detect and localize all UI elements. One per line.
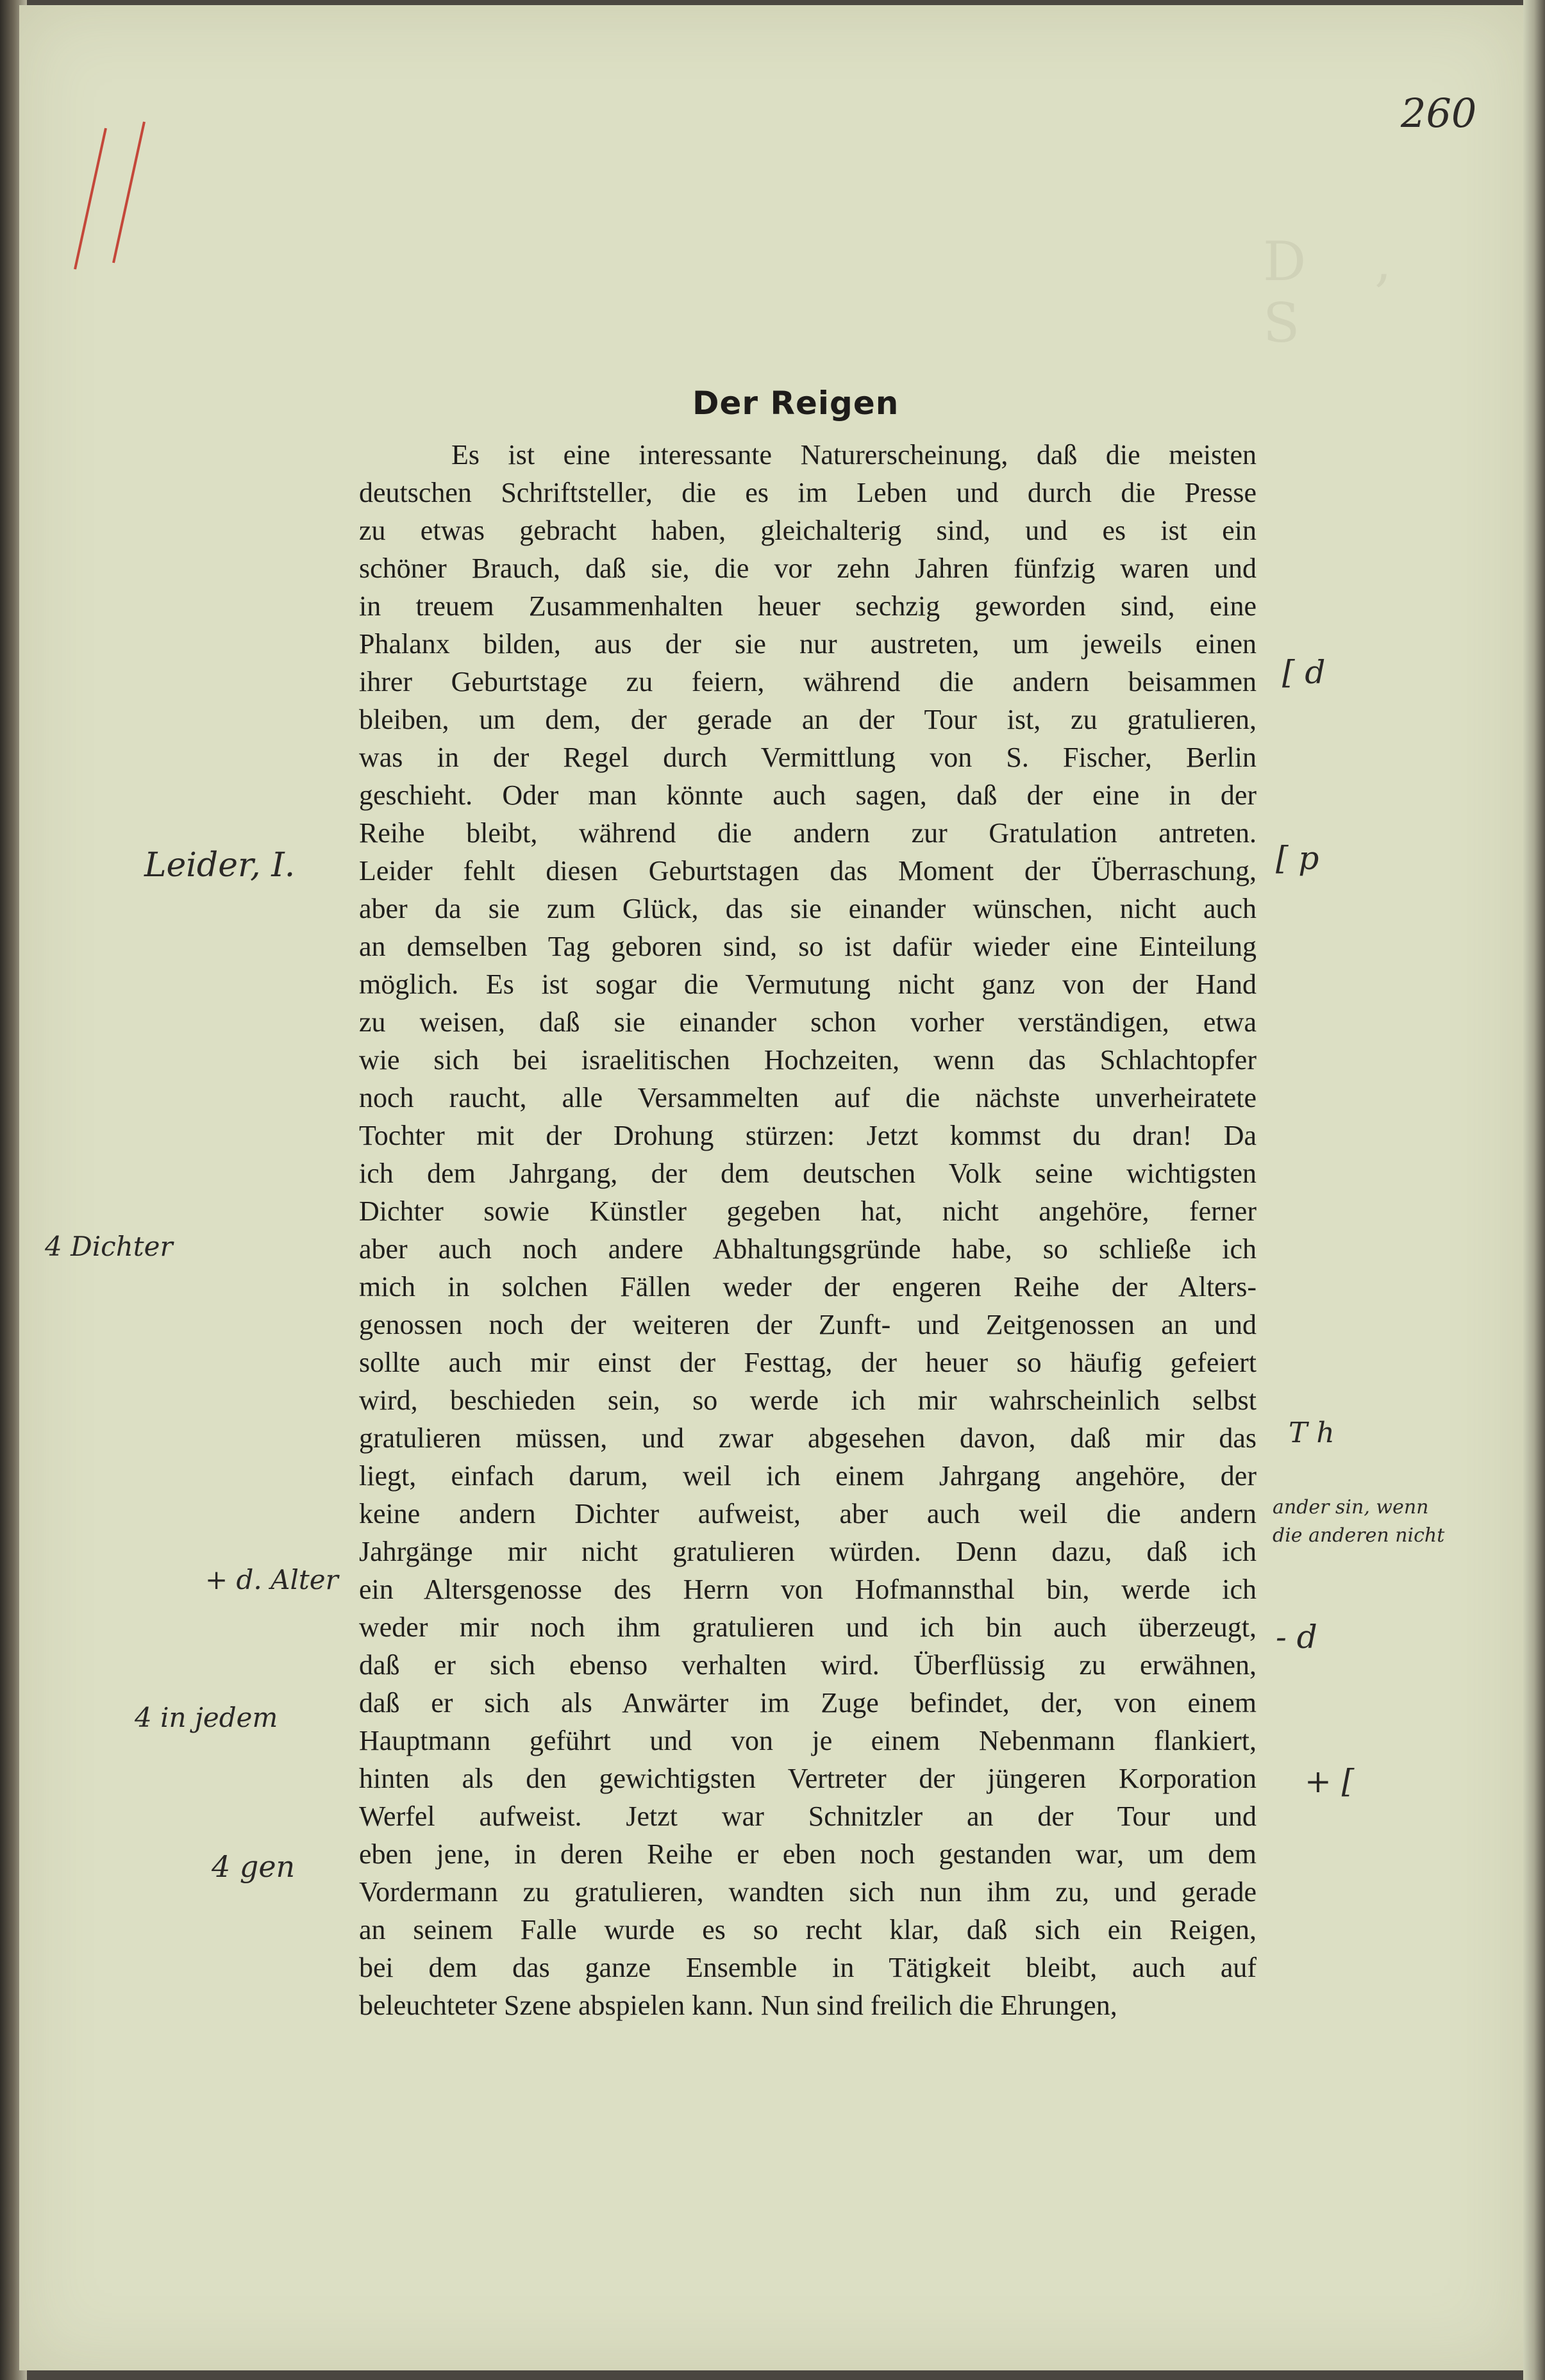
text-line: bei dem das ganze Ensemble in Tätigkeit bleibt, auch auf [359,1952,1257,1983]
margin-note: [ p [1276,840,1319,877]
text-line: ein Altersgenosse des Herrn von Hofmannsthal bin, werde ich [359,1574,1257,1605]
text-line: in treuem Zusammenhalten heuer sechzig geworden sind, eine [359,590,1257,622]
margin-note: + d. Alter [205,1564,338,1595]
text-line: mich in solchen Fällen weder der engeren Reihe der Alters- [359,1271,1257,1302]
text-line: Es ist eine interessante Naturerscheinung, daß die meisten [451,439,1257,470]
text-line: zu weisen, daß sie einander schon vorher verständigen, etwa [359,1006,1257,1038]
article-body [359,436,1257,2024]
text-line: aber auch noch andere Abhaltungsgründe habe, so schließe ich [359,1233,1257,1265]
margin-note: - d [1276,1619,1317,1656]
page-number: 260 [1401,90,1477,137]
text-line: geschieht. Oder man könnte auch sagen, daß der eine in der [359,779,1257,811]
text-line: genossen noch der weiteren der Zunft- und Zeitgenossen an und [359,1309,1257,1340]
article-title: Der Reigen [692,385,899,422]
text-line: wie sich bei israelitischen Hochzeiten, wenn das Schlachtopfer [359,1044,1257,1076]
text-line: ihrer Geburtstage zu feiern, während die andern beisammen [359,666,1257,697]
margin-note: [ d [1282,654,1326,691]
text-line: was in der Regel durch Vermittlung von S. Fischer, Berlin [359,742,1257,773]
text-line: Jahrgänge mir nicht gratulieren würden. Denn dazu, daß ich [359,1536,1257,1567]
text-line: noch raucht, alle Versammelten auf die nächste unverheiratete [359,1082,1257,1113]
text-line: gratulieren müssen, und zwar abgesehen davon, daß mir das [359,1422,1257,1454]
text-line: an demselben Tag geboren sind, so ist dafür wieder eine Einteilung [359,931,1257,962]
text-line: Leider fehlt diesen Geburtstagen das Moment der Überraschung, [359,855,1257,886]
text-line: daß er sich als Anwärter im Zuge befindet, der, von einem [359,1687,1257,1718]
page-edge [1523,0,1545,2380]
text-line: möglich. Es ist sogar die Vermutung nicht ganz von der Hand [359,969,1257,1000]
text-line: hinten als den gewichtigsten Vertreter der jüngeren Korporation [359,1763,1257,1794]
text-line: aber da sie zum Glück, das sie einander wünschen, nicht auch [359,893,1257,924]
text-line: Tochter mit der Drohung stürzen: Jetzt kommst du dran! Da [359,1120,1257,1151]
text-line: Reihe bleibt, während die andern zur Gratulation antreten. [359,817,1257,849]
text-line: Phalanx bilden, aus der sie nur austreten, um jeweils einen [359,628,1257,660]
text-line: beleuchteter Szene abspielen kann. Nun sind freilich die Ehrungen, [359,1990,1117,2021]
text-line: bleiben, um dem, der gerade an der Tour ist, zu gratulieren, [359,704,1257,735]
margin-note: 4 Dichter [45,1231,173,1262]
text-line: daß er sich ebenso verhalten wird. Überflüssig zu erwähnen, [359,1649,1257,1681]
text-line: zu etwas gebracht haben, gleichalterig sind, und es ist ein [359,515,1257,546]
margin-note: 4 in jedem [135,1702,278,1733]
text-line: liegt, einfach darum, weil ich einem Jahrgang angehöre, der [359,1460,1257,1492]
text-line: wird, beschieden sein, so werde ich mir wahrscheinlich selbst [359,1385,1257,1416]
text-line: Dichter sowie Künstler gegeben hat, nicht angehöre, ferner [359,1195,1257,1227]
text-line: Werfel aufweist. Jetzt war Schnitzler an der Tour und [359,1801,1257,1832]
text-line: deutschen Schriftsteller, die es im Leben und durch die Presse [359,477,1257,508]
text-line: keine andern Dichter aufweist, aber auch weil die andern [359,1498,1257,1529]
red-pencil-marks [61,115,189,282]
text-line: ich dem Jahrgang, der dem deutschen Volk seine wichtigsten [359,1158,1257,1189]
text-line: schöner Brauch, daß sie, die vor zehn Jahren fünfzig waren und [359,553,1257,584]
margin-note: Leider, I. [144,846,296,885]
text-line: sollte auch mir einst der Festtag, der heuer so häufig gefeiert [359,1347,1257,1378]
text-line: Hauptmann geführt und von je einem Nebenmann flankiert, [359,1725,1257,1756]
margin-note: 4 gen [212,1849,296,1884]
margin-note: + [ [1305,1763,1355,1800]
margin-note: T h [1289,1417,1335,1449]
text-line: an seinem Falle wurde es so recht klar, daß sich ein Reigen, [359,1914,1257,1945]
text-line: eben jene, in deren Reihe er eben noch gestanden war, um dem [359,1838,1257,1870]
text-line: weder mir noch ihm gratulieren und ich bin auch überzeugt, [359,1611,1257,1643]
margin-note: ander sin, wenn die anderen nicht [1273,1496,1445,1547]
text-line: Vordermann zu gratulieren, wandten sich nun ihm zu, und gerade [359,1876,1257,1908]
